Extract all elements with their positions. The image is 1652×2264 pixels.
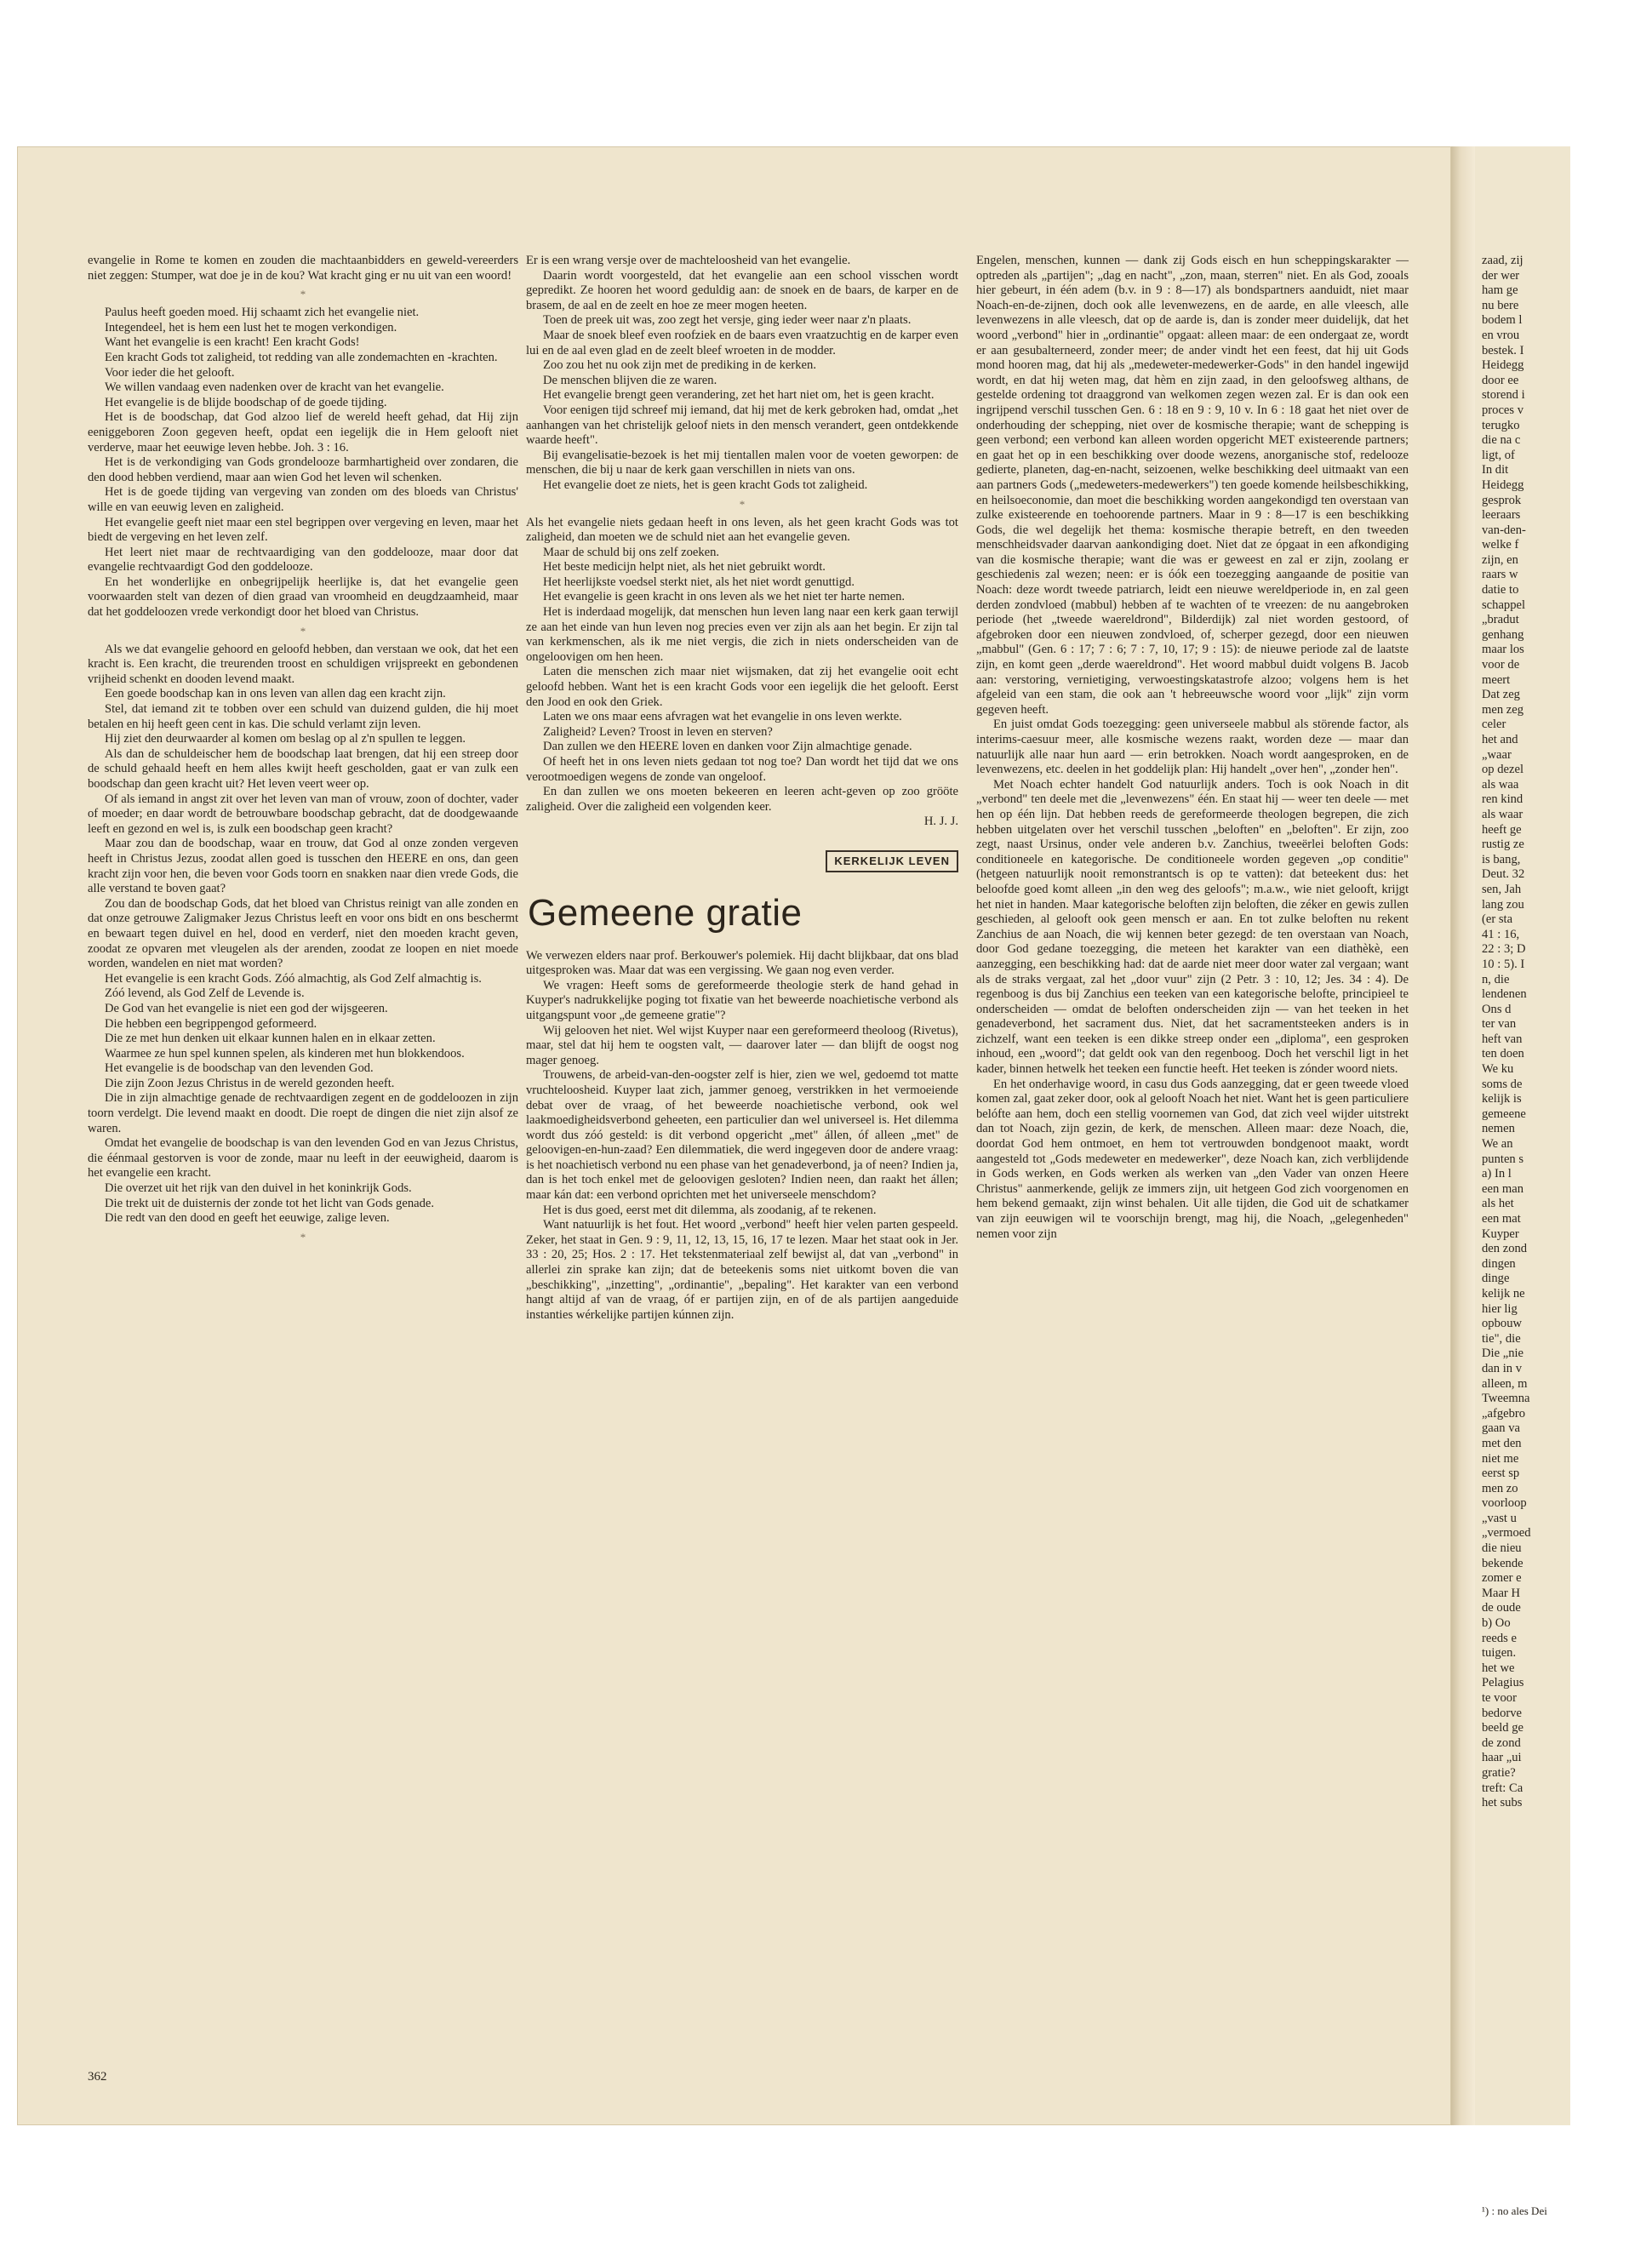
paragraph: Voor ieder die het gelooft. xyxy=(105,365,235,380)
paragraph: Het evangelie is een kracht Gods. Zóó almachtig, als God Zelf almachtig is. xyxy=(105,971,482,986)
paragraph: Stel, dat iemand zit te tobben over een schuld van duizend gulden, die hij moet betalen en hij heeft geen cent in kas. Die schuld verlamt zijn leven. xyxy=(88,702,518,731)
text-line: We ku xyxy=(1482,1062,1514,1077)
paragraph: Waarmee ze hun spel kunnen spelen, als kinderen met hun blokkendoos. xyxy=(105,1046,465,1061)
paragraph: En het onderhavige woord, in casu dus Gods aanzegging, dat er geen tweede vloed komen zal, gaat zeker door, ook al gelooft Noach het niet. Want het is geen particuliere belófte aan hem, doch een stellig voornemen van God, dat zich veel wijder uitstrekt dan tot Noach, zijn gezin, de kerk, de menschen. Alleen maar: deze Noach, die, doordat God hem ontmoet, en hem tot vertrouwden bondgenoot maakt, wordt aangesteld tot „Gods medeweter en medewerker", deze Noach kan, zich verblijdende in Gods werken, en Gods werken als werken van „den Vader van onzen Heere Christus" aanmerkende, gelijk ze immers zijn, uit hetgeen God zich voorgenomen en hem bekend gemaakt, zijn winst behalen. Uit alle tijden, die God uit de schatkamer van zijn eeuwigen wil te voorschijn brengt, mag hij, die Noach, „gelegenheden" nemen voor zijn xyxy=(976,1077,1409,1241)
paragraph: Daarin wordt voorgesteld, dat het evangelie aan een school visschen wordt gepredikt. Ze hooren het woord geduldig aan: de snoek en de baars, de karper en de brasem, de aal en de zeelt en hoe ze meer mogen heeten. xyxy=(526,268,958,312)
text-line: op dezel xyxy=(1482,763,1524,777)
paragraph: Dan zullen we den HEERE loven en danken voor Zijn almachtige genade. xyxy=(543,740,912,754)
paragraph: Die in zijn almachtige genade de rechtvaardigen zegent en de goddeloozen in zijn toorn verdelgt. Die levend maakt en doodt. Die roept de dingen die niet zijn alsof ze waren. xyxy=(88,1091,518,1135)
text-line: die na c xyxy=(1482,433,1521,448)
paragraph: Hij ziet den deurwaarder al komen om beslag op al z'n spullen te leggen. xyxy=(105,732,466,746)
text-line: meert xyxy=(1482,672,1511,687)
text-line: punten s xyxy=(1482,1152,1524,1166)
paragraph: Bij evangelisatie-bezoek is het mij tientallen malen voor de voeten geworpen: de menschen, die bij u naar de kerk gaan verschillen in niets van ons. xyxy=(526,448,958,477)
paragraph: Maar de snoek bleef even roofziek en de baars even vraatzuchtig en de karper even lui en de aal even glad en de zeelt bleef wroeten in de modder. xyxy=(526,328,958,357)
paragraph: Maar zou dan de boodschap, waar en trouw, dat God al onze zonden vergeven heeft in Christus Jezus, zoodat allen goed is tusschen den HEERE en ons, dan geen kracht zijn voor hen, die beven voor Gods toorn en snakken naar dien vrede Gods, die alle verstand te boven gaat? xyxy=(88,837,518,896)
paragraph: Met Noach echter handelt God natuurlijk anders. Toch is ook Noach in dit „verbond" ten deele met die „levenwezens" één. En staat hij — weer ten deele — met hen op één lijn. Dat hebben reeds de gereformeerde theologen begrepen, die zich hebben uitgelaten over het verschil tusschen „beloften" en „beloften". Er zijn, zoo zegt, naast Ursinus, onder vele anderen b.v. Zanchius, tweeërlei beloften Gods: conditioneele en kategorische. De conditioneele worden gegeven „op conditie" (hetgeen natuurlijk nooit remonstrantsch is op te vatten): dat beteekent dus: het beloofde goed komt alleen „in den weg des geloofs"; m.a.w., wie niet gelooft, krijgt het niet in handen. Maar kategorische beloften zijn beloften, die zéker en gewis zullen geschieden, al gelooft ook geen mensch er aan. En tot zulke beloften nu rekent Zanchius de aan Noach, die wij kennen beter gezegd: de ten overstaan van Noach, door God gedane toezegging, die meteen het karakter van een diathèkè, een aanzegging, een beschikking had: dat de aarde niet meer door water zal vergaan; want als de straks vergaat, zal het „door vuur" zijn (2 Petr. 3 : 10, 12; Jes. 34 : 4). De regenboog is dus bij Zanchius een teeken van een kategorische belofte, principieel te onderscheiden — omdat de beloften onderscheiden zijn — van het teeken in het genadeverbond, het sacrament dus. Niet, dat het sacramentsteeken anders is in zichzelf, want een teeken is een dikke streep onder een „diploma", een gesproken inhoud, een „woord"; dat geldt ook van den regenboog. Doch het verschil ligt in het kader, binnen hetwelk het teeken een functie heeft. Het teeken is zónder woord niets. xyxy=(976,777,1409,1077)
paragraph: Laten we ons maar eens afvragen wat het evangelie in ons leven werkte. xyxy=(543,710,902,724)
column-1 xyxy=(88,254,518,1249)
paragraph: Het evangelie is de boodschap van den levenden God. xyxy=(105,1061,374,1076)
text-line: Maar H xyxy=(1482,1586,1520,1600)
article-part-1 xyxy=(526,254,958,494)
text-line: dan in v xyxy=(1482,1361,1523,1375)
paragraph: We vragen: Heeft soms de gereformeerde theologie sterk de hand gehad in Kuyper's nadrukkelijke poging tot fixatie van het beweerde noachietische verbond als uitgangspunt voor „de gemeene gratie"? xyxy=(526,978,958,1022)
paragraph: En juist omdat Gods toezegging: geen universeele mabbul als störende factor, als interims-caesuur meer, alle kosmische wezens raakt, worden deze — maar dan natuurlijk alle naar hun aard — erin betrokken. Noach wordt aangesproken, en de levenwezens, etc. deelen in het goddelijk plan: Hij handelt „over hen", „zonder hen". xyxy=(976,718,1409,777)
paragraph: Het evangelie geeft niet maar een stel begrippen over vergeving en leven, maar het biedt de vergeving en het leven zelf. xyxy=(88,515,518,545)
text-line: een mat xyxy=(1482,1212,1521,1226)
text-line: a) In l xyxy=(1482,1167,1512,1181)
separator-asterisk: * xyxy=(300,288,306,301)
text-line: den zond xyxy=(1482,1242,1528,1256)
paragraph: Zaligheid? Leven? Troost in leven en sterven? xyxy=(543,724,773,739)
text-line: tuigen. xyxy=(1482,1646,1517,1661)
text-line: van-den- xyxy=(1482,523,1526,537)
text-line: bedorve xyxy=(1482,1706,1523,1720)
text-line: soms de xyxy=(1482,1077,1523,1091)
text-line: lang zou xyxy=(1482,897,1524,912)
text-line: niet me xyxy=(1482,1451,1519,1466)
paragraph: Maar de schuld bij ons zelf zoeken. xyxy=(543,545,720,559)
text-line: rustig ze xyxy=(1482,838,1524,852)
text-line: Deut. 32 xyxy=(1482,867,1525,882)
text-line: en vrou xyxy=(1482,328,1520,342)
paragraph: De God van het evangelie is niet een god der wijsgeeren. xyxy=(105,1001,388,1015)
separator-asterisk: * xyxy=(300,1230,306,1243)
paragraph: Als het evangelie niets gedaan heeft in ons leven, als het geen kracht Gods was tot zaligheid, dan moeten we de schuld niet aan het evangelie geven. xyxy=(526,515,958,545)
text-line: een man xyxy=(1482,1181,1524,1196)
text-line: celer xyxy=(1482,718,1506,732)
text-line: is bang, xyxy=(1482,852,1521,866)
text-line: Heidegg xyxy=(1482,358,1524,373)
article-part-2 xyxy=(526,516,958,815)
paragraph: Want natuurlijk is het fout. Het woord „verbond" heeft hier velen parten gespeeld. Zeker, het staat in Gen. 9 : 9, 11, 12, 13, 15, 16, 17 te lezen. Maar het staat ook in Jer. 33 : 20, 25; Hos. 2 : 17. Het tekstenmateriaal zelf bewijst al, dat van „verbond" in allerlei zin sprake kan zijn; dat de beteekenis soms niet uitkomt boven die van „beschikking", „inzetting", „ordinantie", „bepaling". Het karakter van een verbond hangt altijd af van de vraag, óf er partijen zijn, en of de als partijen aangeduide instanties wérkelijke partijen kúnnen zijn. xyxy=(526,1218,958,1322)
text-line: voor de xyxy=(1482,658,1520,672)
text-line: eerst sp xyxy=(1482,1466,1520,1481)
text-line: We an xyxy=(1482,1137,1513,1152)
paragraph: Het is dus goed, eerst met dit dilemma, als zoodanig, af te rekenen. xyxy=(543,1203,877,1217)
text-line: voorloop xyxy=(1482,1496,1527,1511)
page-number: 362 xyxy=(88,2070,107,2084)
paragraph: Engelen, menschen, kunnen — dank zij Gods eisch en hun scheppingskarakter — optreden als „partijen"; „dag en nacht", „zon, maan, sterren" niet. En als God, zooals hier gebeurt, in één adem (b.v. in 9 : 8—17) als bondspartners aanduidt, niet maar Noach-en-de-zijnen, doch ook alle levenwezens, en de aarde, en alle vleesch, alle levenwezens in alle vleesch, dat op de aarde is, dan is zonder meer duidelijk, dat het woord „verbond" hier in „ordinantie" opgaat: alleen maar: de een ondergaat ze, wordt er aan gesubalterneerd, zonder meer; de ander vindt het een feest, dat hij uit Gods mond hooren mag, dat hij als „medeweter-medewerker-Gods" in den handel ingewijd wordt, en dat hij weten mag, dat hèm en zijn zaad, in den geloofsweg althans, de gestelde ordening tot draaggrond van welkomen zegen wezen zal. Er is dan ook een ingrijpend verschil tusschen Gen. 6 : 18 en 9 : 9, 10 v. In 6 : 18 gaat het niet over de onderhouding der schepping, niet over de kosmische therapie; want de schepping is geen verbond; een verbond kan alleen worden opgericht MET existeerende partners; en gaat het op in een beschikking over doode wezens, anorganische stof, redelooze gedierte, planeten, dag-en-nacht, seizoenen, welke beschikking deel uitmaakt van een aan partners Gods („medeweters-medewerkers") ten goede komende heilsbeschikking, en heilsoeconomie, dan moet die beschikking worden aangekondigd ten overstaan van zulke existeerende en toehoorende partners. Maar in 9 : 8—17 is een beschikking Gods, die wel degelijk het thema: kosmische therapie betreft, en den tweeden menschheidsvader daarvan aankondiging doet. Niet dat ze ópgaat in een afkondiging van die kosmische therapie; want die was er geweest en zal er zijn, zoolang er geschiedenis zal wezen; neen: er is óók een toezegging aangaande de positie van Noach: deze wordt tweede patriarch, leidt een nieuwe wereldperiode in, en zal geen derden zondvloed (mabbul) hebben af te wachten of te vreezen: de nu aangebroken periode (het „tweede waereldrond", Bilderdijk) zal niet worden gestoord, of afgebroken door een nieuwen zondvloed, of, scherper gezegd, door een nieuwen „mabbul" (Gen. 6 : 17; 7 : 6; 7 : 7, 10, 17; 9 : 15): de nieuwe periode zal de laatste zijn, en komt geen „derde waereldrond". Het woord mabbul duidt volgens B. Jacob aan: verstoring, vernietiging, verwoestingskatastrofe alzoo; volgens hem is het afgeleid van een stam, die ook aan 't hebreeuwsche woord voor „lijk" zijn vorm gegeven heeft. xyxy=(976,254,1409,717)
text-line: proces v xyxy=(1482,403,1524,417)
text-line: men zo xyxy=(1482,1481,1518,1495)
text-line: b) Oo xyxy=(1482,1616,1511,1631)
text-line: gesprok xyxy=(1482,493,1522,507)
column-3 xyxy=(976,254,1409,1242)
text-line: de oude xyxy=(1482,1601,1521,1615)
text-line: „waar xyxy=(1482,747,1512,762)
text-line: datie to xyxy=(1482,583,1519,597)
text-line: gaan va xyxy=(1482,1421,1520,1436)
author-signature: H. J. J. xyxy=(923,815,958,829)
text-line: het we xyxy=(1482,1661,1515,1675)
text-line: Dat zeg xyxy=(1482,688,1520,702)
paragraph: We verwezen elders naar prof. Berkouwer's polemiek. Hij dacht blijkbaar, dat ons blad uitgesproken was. Maar dat was een vergissing. We gaan nog even verder. xyxy=(526,948,958,978)
paragraph: Want het evangelie is een kracht! Een kracht Gods! xyxy=(105,335,360,350)
text-line: lendenen xyxy=(1482,987,1527,1002)
paragraph: Het leert niet maar de rechtvaardiging van den goddelooze, maar door dat evangelie rechtvaardigt God den goddelooze. xyxy=(88,545,518,575)
paragraph: En dan zullen we ons moeten bekeeren en leeren acht-geven op zoo grööte zaligheid. Over die zaligheid een volgenden keer. xyxy=(526,785,958,814)
paragraph: Paulus heeft goeden moed. Hij schaamt zich het evangelie niet. xyxy=(105,306,420,320)
text-line: ter van xyxy=(1482,1017,1517,1032)
text-line: als waa xyxy=(1482,777,1519,792)
text-line: met den xyxy=(1482,1436,1522,1450)
paragraph: Het evangelie brengt geen verandering, zet het hart niet om, het is geen kracht. xyxy=(543,388,935,403)
paragraph: evangelie in Rome te komen en zouden die machtaanbidders en geweld-vereerders niet zeggen: Stumper, wat doe je in de kou? Wat kracht ging er nu uit van een woord! xyxy=(88,254,518,283)
text-line: bodem l xyxy=(1482,313,1523,328)
paragraph: Of heeft het in ons leven niets gedaan tot nog toe? Dan wordt het tijd dat we ons verootmoedigen wegens de zonde van ongeloof. xyxy=(526,755,958,784)
paragraph: Die hebben een begrippengod geformeerd. xyxy=(105,1016,317,1031)
paragraph: Het is de boodschap, dat God alzoo lief de wereld heeft gehad, dat Hij zijn eeniggeboren Zoon gegeven heeft, opdat een iegelijk die in Hem gelooft niet verderve, maar het eeuwige leven hebbe. Joh. 3 : 16. xyxy=(88,410,518,455)
text-line: kelijk is xyxy=(1482,1092,1522,1106)
text-line: bestek. I xyxy=(1482,343,1524,357)
text-line: ligt, of xyxy=(1482,448,1515,462)
headline: Gemeene gratie xyxy=(528,891,803,934)
text-line: 10 : 5). I xyxy=(1482,957,1525,971)
text-line: zomer e xyxy=(1482,1571,1522,1586)
text-line: door ee xyxy=(1482,373,1519,387)
paragraph: Toen de preek uit was, zoo zegt het versje, ging ieder weer naar z'n plaats. xyxy=(543,313,912,328)
text-line: terugko xyxy=(1482,418,1520,432)
paragraph: Het is de verkondiging van Gods grondelooze barmhartigheid over zondaren, die den dood hebben verdiend, maar aan wien God het leven wil schenken. xyxy=(88,455,518,484)
text-line: zaad, zij xyxy=(1482,254,1523,267)
text-line: Heidegg xyxy=(1482,477,1524,492)
text-line: Pelagius xyxy=(1482,1676,1524,1690)
text-line: Tweemna xyxy=(1482,1392,1530,1406)
paragraph: Die overzet uit het rijk van den duivel in het koninkrijk Gods. xyxy=(105,1181,412,1196)
text-line: als het xyxy=(1482,1197,1514,1211)
text-line: heeft ge xyxy=(1482,822,1522,837)
text-line: hier lig xyxy=(1482,1301,1518,1316)
page-gutter xyxy=(1451,146,1475,2125)
text-line: nemen xyxy=(1482,1122,1515,1136)
paragraph: Omdat het evangelie de boodschap is van den levenden God en van Jezus Christus, die éénmaal gestorven is voor de zonde, maar nu leeft in der eeuwigheid, daarom is het evangelie een kracht. xyxy=(88,1136,518,1181)
paragraph: Het is de goede tijding van vergeving van zonden om des bloeds van Christus' wille en van eeuwig leven en zaligheid. xyxy=(88,485,518,514)
paragraph: Voor eenigen tijd schreef mij iemand, dat hij met de kerk gebroken had, omdat „het aanhangen van het christelijk geloof niets in den mensch verandert, geen ontdekkende waarde heeft". xyxy=(526,403,958,448)
paragraph: Of als iemand in angst zit over het leven van man of vrouw, zoon of dochter, vader of moeder; en daar wordt de betrouwbare boodschap gebracht, dat de doodgewaande leeft en gezond en wel is, is zulk een boodschap geen kracht? xyxy=(88,792,518,836)
text-line: raars w xyxy=(1482,568,1518,582)
text-line: te voor xyxy=(1482,1691,1517,1705)
paragraph: Het is inderdaad mogelijk, dat menschen hun leven lang naar een kerk gaan terwijl ze aan het einde van hun leven nog precies even ver zijn als aan het begin. Er zijn tal van kerkmenschen, als ik me niet vergis, die zich in niets onderscheiden van de ongeloovigen om hen heen. xyxy=(526,605,958,664)
text-line: schappel xyxy=(1482,597,1526,612)
paragraph: Die redt van den dood en geeft het eeuwige, zalige leven. xyxy=(105,1211,390,1226)
column-4-fragment xyxy=(1482,254,1652,1811)
text-line: nu bere xyxy=(1482,298,1519,312)
paragraph: Het evangelie doet ze niets, het is geen kracht Gods tot zaligheid. xyxy=(543,477,868,492)
text-line: gemeene xyxy=(1482,1106,1526,1121)
text-line: de zond xyxy=(1482,1735,1521,1750)
text-line: treft: Ca xyxy=(1482,1781,1523,1795)
text-line: „afgebro xyxy=(1482,1406,1526,1421)
text-line: beeld ge xyxy=(1482,1721,1524,1735)
text-line: men zeg xyxy=(1482,702,1524,717)
text-line: genhang xyxy=(1482,627,1524,642)
paragraph: Wij gelooven het niet. Wel wijst Kuyper naar een gereformeerd theoloog (Rivetus), maar, stel dat hij hem te oogsten valt, — daarover later — dan blijft de oogst nog mager genoeg. xyxy=(526,1023,958,1067)
text-line: gratie? xyxy=(1482,1765,1516,1780)
text-line: alleen, m xyxy=(1482,1376,1528,1391)
paragraph: We willen vandaag even nadenken over de kracht van het evangelie. xyxy=(105,380,444,395)
text-line: dinge xyxy=(1482,1272,1510,1286)
text-line: ham ge xyxy=(1482,283,1518,298)
paragraph: De menschen blijven die ze waren. xyxy=(543,373,717,387)
text-line: het subs xyxy=(1482,1796,1523,1810)
text-line: het and xyxy=(1482,733,1518,746)
text-line: ren kind xyxy=(1482,792,1523,807)
text-line: Die „nie xyxy=(1482,1346,1524,1361)
text-line: „vast u xyxy=(1482,1511,1517,1525)
paragraph: Zóó levend, als God Zelf de Levende is. xyxy=(105,986,305,1001)
section-label: KERKELIJK LEVEN xyxy=(826,850,958,872)
text-line: der wer xyxy=(1482,268,1520,283)
text-line: leeraars xyxy=(1482,508,1521,523)
text-line: In dit xyxy=(1482,463,1509,477)
text-line: die nieu xyxy=(1482,1541,1522,1556)
text-line: als waar xyxy=(1482,807,1523,821)
column-2 xyxy=(526,254,958,1323)
paragraph: Het beste medicijn helpt niet, als het niet gebruikt wordt. xyxy=(543,560,826,575)
text-line: zijn, en xyxy=(1482,552,1518,567)
text-line: 22 : 3; D xyxy=(1482,942,1526,957)
text-line: „vermoed xyxy=(1482,1526,1531,1541)
paragraph: Als we dat evangelie gehoord en geloofd hebben, dan verstaan we ook, dat het een kracht is. Een kracht, die treurenden troost en schuldigen vrijspreekt en gebondenen vrijheid schenkt en dooden levend maakt. xyxy=(88,642,518,686)
paragraph: Als dan de schuldeischer hem de boodschap laat brengen, dat hij een streep door de schuld gehaald heeft en hem alles kwijt heeft gescholden, gaat er van zulk een boodschap dan geen kracht uit? Het leven veert weer op. xyxy=(88,746,518,791)
article-gemeene-gratie xyxy=(526,949,958,1324)
text-line: reeds e xyxy=(1482,1631,1517,1645)
text-line: tie", die xyxy=(1482,1331,1521,1346)
paragraph: Zou dan de boodschap Gods, dat het bloed van Christus reinigt van alle zonden en dat onze getrouwe Zaligmaker Jezus Christus leeft en voor ons bidt en ons beschermt en bewaart tegen duivel en hel, dood en verderf, niet den moeden kracht geven, zoodat ze opvaren met vleugelen als der arenden, zoodat ze loopen en niet moede worden, wandelen en niet mat worden? xyxy=(88,896,518,971)
separator-asterisk: * xyxy=(300,624,306,637)
paragraph: Integendeel, het is hem een lust het te mogen verkondigen. xyxy=(105,320,397,334)
paragraph: Een kracht Gods tot zaligheid, tot redding van alle zondemachten en -krachten. xyxy=(105,350,498,364)
paragraph: Een goede boodschap kan in ons leven van allen dag een kracht zijn. xyxy=(105,687,446,701)
text-line: 41 : 16, xyxy=(1482,927,1520,941)
paragraph: Laten die menschen zich maar niet wijsmaken, dat zij het evangelie ooit echt geloofd hebben. Want het is een kracht Gods voor een iegelijk die het gelooft. Eerst den Jood en ook den Griek. xyxy=(526,665,958,709)
paragraph: Die zijn Zoon Jezus Christus in de wereld gezonden heeft. xyxy=(105,1076,395,1090)
text-line: welke f xyxy=(1482,538,1519,552)
text-line: Ons d xyxy=(1482,1002,1512,1016)
paragraph: Trouwens, de arbeid-van-den-oogster zelf is hier, zien we wel, gedoemd tot matte vruchteloosheid. Kuyper laat zich, jammer genoeg, verstrikken in het vermoeiende debat over de vraag, of het beweerde noachietische verbond, ook wel laakmoedigheidsverbond geheeten, een particulier dan wel universeel is. Het dilemma wordt dus zóó gesteld: is dit verbond opgericht „met" állen, óf alleen „met" de geloovigen-en-hun-zaad? Een dilemmatiek, die werd ingegeven door de andere vraag: is het noachietisch verbond nu een phase van het genadeverbond, ja of neen? Indien ja, dan is het toch enkel met de geloovigen gesloten? Indien neen, dan raakt het állen; maar kán dat: een verbond oprichten met het universeele menschdom? xyxy=(526,1068,958,1203)
text-line: „bradut xyxy=(1482,613,1519,627)
text-line: bekende xyxy=(1482,1556,1523,1570)
paragraph: En het wonderlijke en onbegrijpelijk heerlijke is, dat het evangelie geen voorwaarden stelt van dezen of dien graad van vroomheid en deugdzaamheid, maar dat het goddeloozen vrede verkondigt door het bloed van Christus. xyxy=(88,575,518,620)
paragraph: Het heerlijkste voedsel sterkt niet, als het niet wordt genuttigd. xyxy=(543,575,855,589)
text-line: maar los xyxy=(1482,643,1524,657)
text-line: ten doen xyxy=(1482,1047,1524,1061)
text-line: haar „ui xyxy=(1482,1751,1522,1765)
text-line: sen, Jah xyxy=(1482,882,1522,896)
text-line: opbouw xyxy=(1482,1317,1523,1331)
next-page-fragment xyxy=(1475,146,1570,2217)
paragraph: Het evangelie is geen kracht in ons leven als we het niet ter harte nemen. xyxy=(543,590,906,604)
text-line: (er sta xyxy=(1482,912,1513,927)
text-line: n, die xyxy=(1482,972,1510,986)
paragraph: Die trekt uit de duisternis der zonde tot het licht van Gods genade. xyxy=(105,1196,435,1210)
separator-asterisk: * xyxy=(739,497,746,511)
text-line: kelijk ne xyxy=(1482,1286,1525,1301)
paragraph: Er is een wrang versje over de machteloosheid van het evangelie. xyxy=(526,254,851,267)
text-line: Kuyper xyxy=(1482,1226,1519,1241)
text-line: storend i xyxy=(1482,388,1525,403)
paragraph: Zoo zou het nu ook zijn met de prediking in de kerken. xyxy=(543,358,816,373)
paragraph: Die ze met hun denken uit elkaar kunnen halen en in elkaar zetten. xyxy=(105,1032,436,1046)
footnote: ¹) : no ales Dei xyxy=(1482,2204,1547,2217)
text-line: heft van xyxy=(1482,1032,1523,1046)
paragraph: Het evangelie is de blijde boodschap of de goede tijding. xyxy=(105,395,387,409)
text-line: dingen xyxy=(1482,1256,1516,1271)
